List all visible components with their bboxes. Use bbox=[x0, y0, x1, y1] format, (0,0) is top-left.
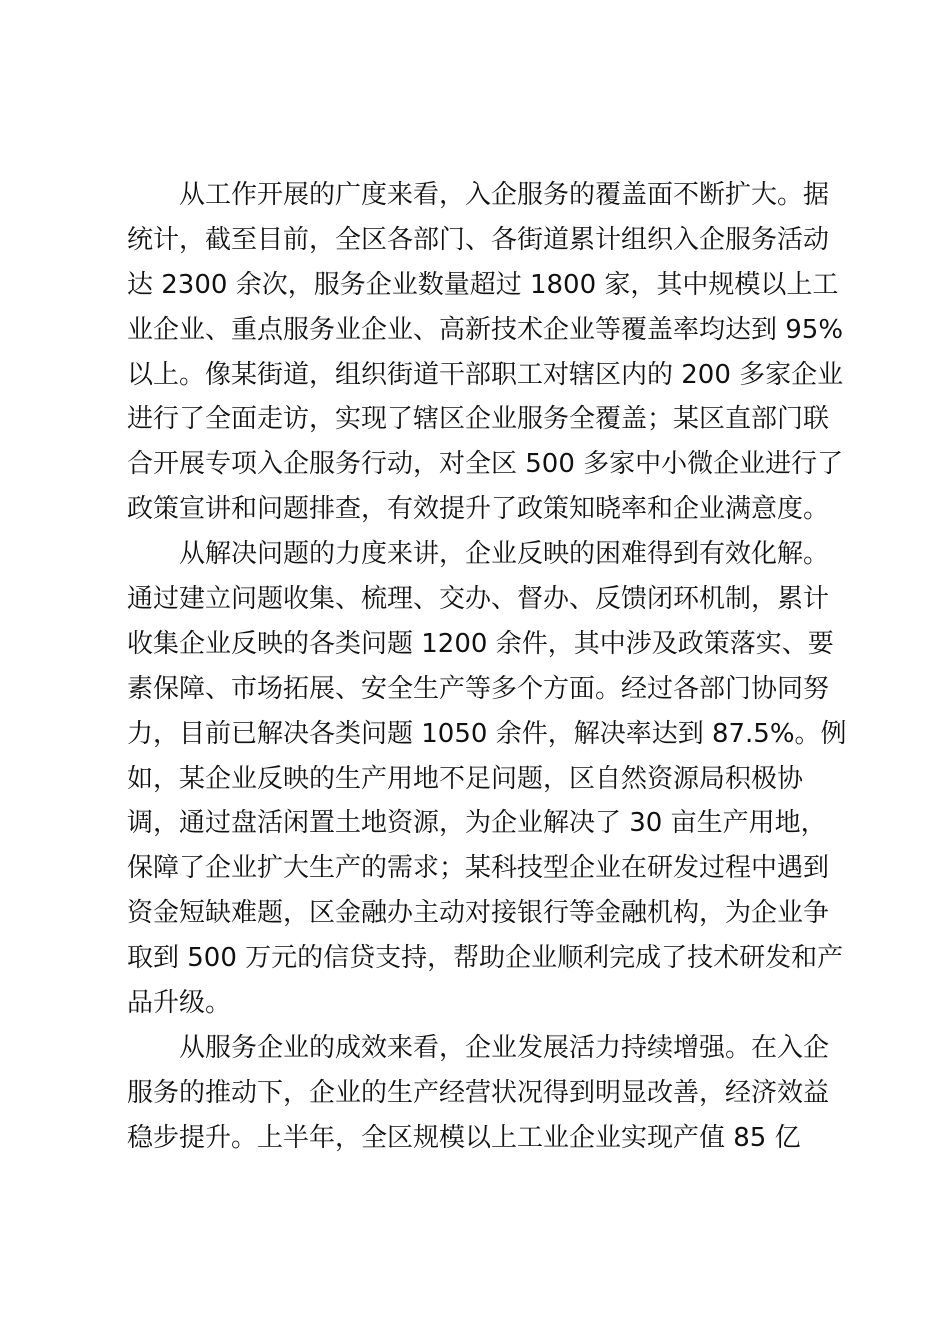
paragraph-2-line-7: 调，通过盘活闲置土地资源，为企业解决了 30 亩生产用地， bbox=[127, 808, 827, 839]
paragraph-2-line-11: 品升级。 bbox=[127, 988, 232, 1019]
document-body bbox=[127, 173, 847, 1161]
paragraph-2-line-4: 素保障、市场拓展、安全生产等多个方面。经过各部门协同努 bbox=[127, 673, 830, 704]
paragraph-1-line-3: 达 2300 余次，服务企业数量超过 1800 家，其中规模以上工 bbox=[127, 269, 839, 300]
paragraph-1-line-2: 统计，截至目前，全区各部门、各街道累计组织入企服务活动 bbox=[127, 224, 830, 255]
paragraph-1-line-5: 以上。像某街道，组织街道干部职工对辖区内的 200 多家企业 bbox=[127, 359, 844, 390]
paragraph-2-line-1: 从解决问题的力度来讲，企业反映的困难得到有效化解。 bbox=[179, 539, 830, 570]
paragraph-2-line-5: 力，目前已解决各类问题 1050 余件，解决率达到 87.5%。例 bbox=[127, 718, 847, 749]
paragraph-1-line-8: 政策宣讲和问题排查，有效提升了政策知晓率和企业满意度。 bbox=[127, 494, 830, 525]
paragraph-2-line-10: 取到 500 万元的信贷支持，帮助企业顺利完成了技术研发和产 bbox=[127, 943, 844, 974]
paragraph-2-line-3: 收集企业反映的各类问题 1200 余件，其中涉及政策落实、要 bbox=[127, 628, 834, 659]
paragraph-1-line-4: 业企业、重点服务业企业、高新技术企业等覆盖率均达到 95% bbox=[127, 314, 844, 345]
paragraph-2-line-9: 资金短缺难题，区金融办主动对接银行等金融机构，为企业争 bbox=[127, 898, 830, 929]
paragraph-2-line-8: 保障了企业扩大生产的需求；某科技型企业在研发过程中遇到 bbox=[127, 853, 830, 884]
paragraph-3-line-2: 服务的推动下，企业的生产经营状况得到明显改善，经济效益 bbox=[127, 1077, 830, 1108]
paragraph-2-line-6: 如，某企业反映的生产用地不足问题，区自然资源局积极协 bbox=[127, 763, 804, 794]
paragraph-3-line-1: 从服务企业的成效来看，企业发展活力持续增强。在入企 bbox=[179, 1032, 830, 1063]
paragraph-1-line-7: 合开展专项入企服务行动，对全区 500 多家中小微企业进行了 bbox=[127, 449, 844, 480]
paragraph-1-line-6: 进行了全面走访，实现了辖区企业服务全覆盖；某区直部门联 bbox=[127, 404, 830, 435]
paragraph-2-line-2: 通过建立问题收集、梳理、交办、督办、反馈闭环机制，累计 bbox=[127, 584, 830, 615]
paragraph-1-line-1: 从工作开展的广度来看，入企服务的覆盖面不断扩大。据 bbox=[179, 180, 830, 210]
paragraph-3-line-3: 稳步提升。上半年，全区规模以上工业企业实现产值 85 亿 bbox=[127, 1122, 801, 1153]
